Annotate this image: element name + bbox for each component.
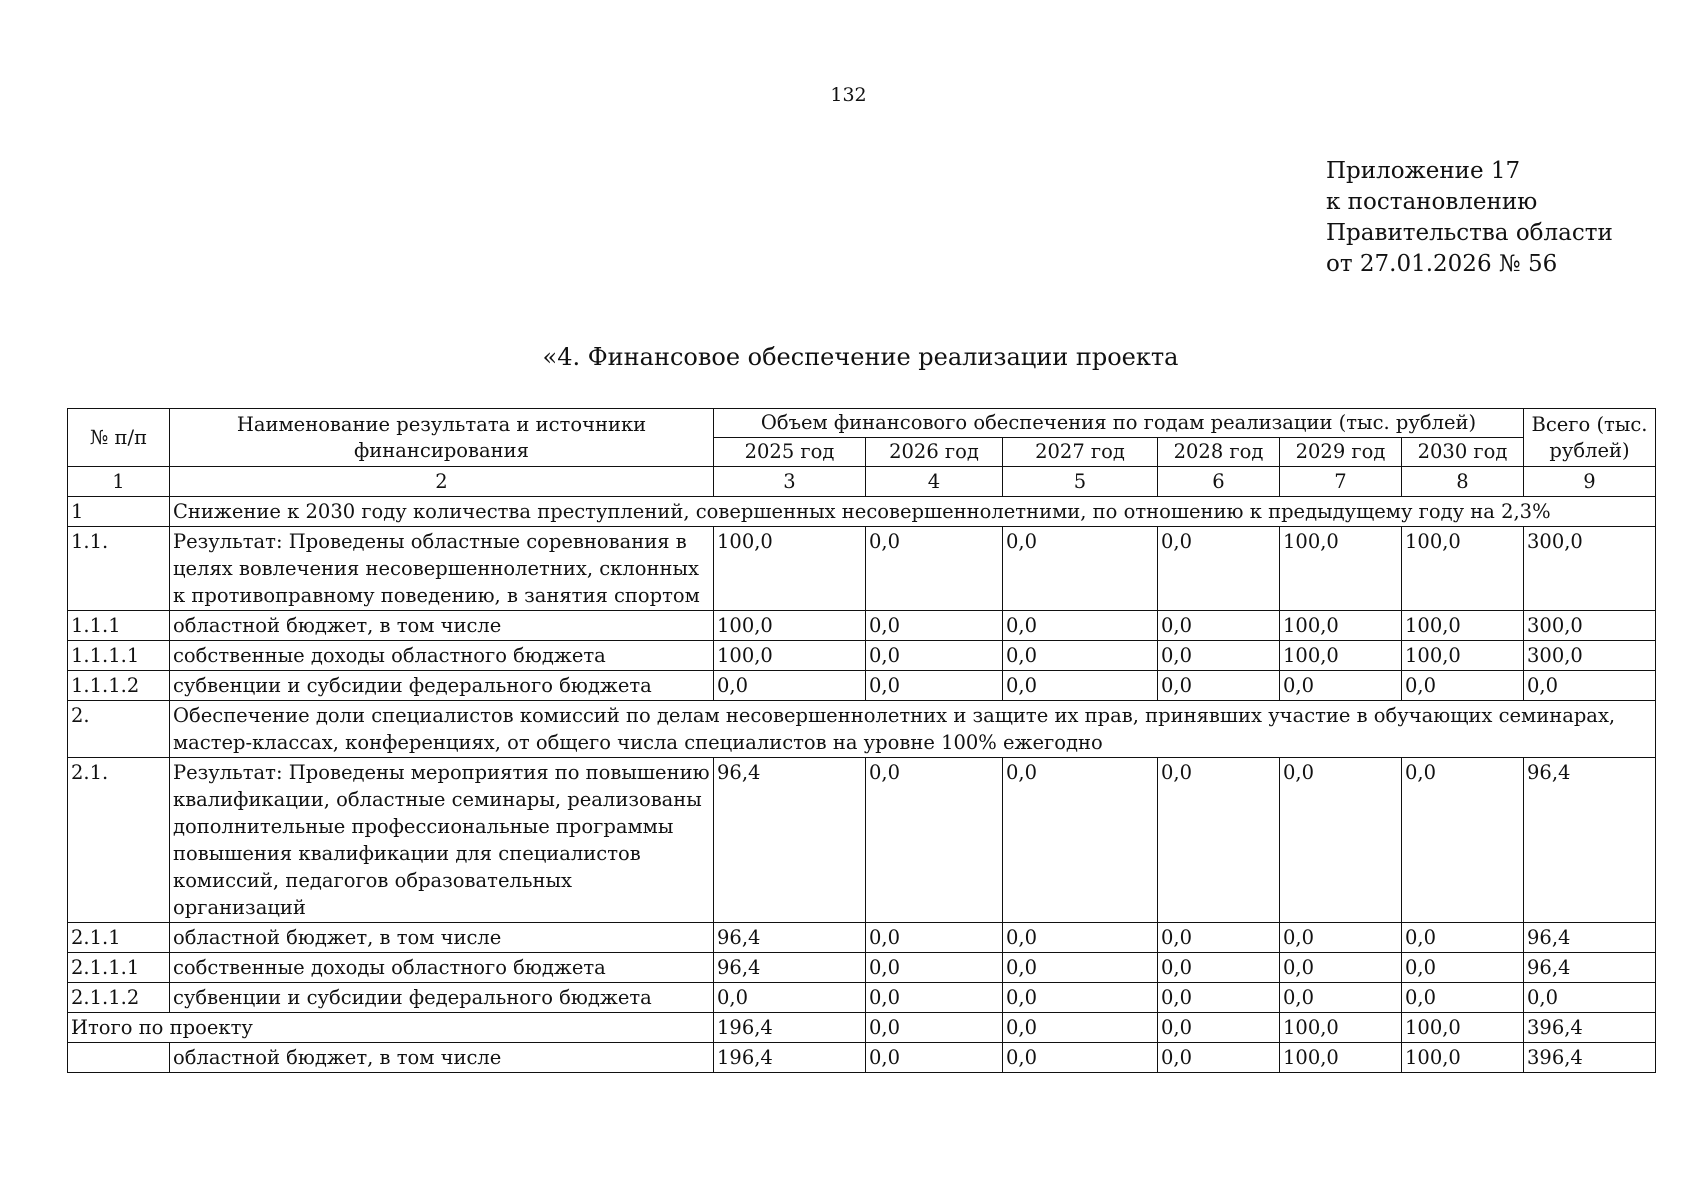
value-cell: 100,0 <box>1402 1013 1524 1043</box>
value-cell: 0,0 <box>1003 983 1158 1013</box>
value-cell: 0,0 <box>1280 671 1402 701</box>
table-row <box>68 641 1656 671</box>
row-name: Результат: Проведены мероприятия по повышению квалификации, областные семинары, реализованы дополнительные профессиональные программы повышения квалификации для специалистов комиссий, педагогов образовательных организаций <box>170 758 714 923</box>
value-cell: 0,0 <box>866 758 1003 923</box>
header-year: 2030 год <box>1402 438 1524 467</box>
value-cell: 100,0 <box>1280 611 1402 641</box>
value-cell: 0,0 <box>1280 953 1402 983</box>
row-num: 2.1.1.1 <box>68 953 170 983</box>
project-total-row <box>68 1013 1656 1043</box>
table-row <box>68 983 1656 1013</box>
row-name: субвенции и субсидии федерального бюджета <box>170 983 714 1013</box>
row-name: собственные доходы областного бюджета <box>170 641 714 671</box>
appendix-line: Правительства области <box>1326 220 1613 246</box>
value-cell: 0,0 <box>1158 983 1280 1013</box>
header-total: Всего (тыс. рублей) <box>1524 409 1656 467</box>
row-name: областной бюджет, в том числе <box>170 1043 714 1073</box>
table-row <box>68 923 1656 953</box>
column-number: 4 <box>866 467 1003 497</box>
value-cell: 0,0 <box>1402 953 1524 983</box>
value-cell: 0,0 <box>1003 953 1158 983</box>
section-title: Снижение к 2030 году количества преступлений, совершенных несовершеннолетними, по отношению к предыдущему году на 2,3% <box>170 497 1656 527</box>
row-name: субвенции и субсидии федерального бюджета <box>170 671 714 701</box>
table-row <box>68 671 1656 701</box>
section-num: 2. <box>68 701 170 758</box>
value-cell: 0,0 <box>866 1013 1003 1043</box>
header-volume: Объем финансового обеспечения по годам реализации (тыс. рублей) <box>714 409 1524 438</box>
section-row <box>68 701 1656 758</box>
value-cell: 100,0 <box>1280 641 1402 671</box>
row-num <box>68 1043 170 1073</box>
column-number: 5 <box>1003 467 1158 497</box>
total-cell: 0,0 <box>1524 983 1656 1013</box>
section-title: Обеспечение доли специалистов комиссий по делам несовершеннолетних и защите их прав, принявших участие в обучающих семинарах, мастер-классах, конференциях, от общего числа специалистов на уровне 100% ежегодно <box>170 701 1656 758</box>
value-cell: 100,0 <box>714 527 866 611</box>
column-number: 6 <box>1158 467 1280 497</box>
row-num: 1.1.1.1 <box>68 641 170 671</box>
value-cell: 0,0 <box>1003 923 1158 953</box>
table-row <box>68 758 1656 923</box>
column-number-row <box>68 467 1656 497</box>
row-num: 2.1.1 <box>68 923 170 953</box>
value-cell: 100,0 <box>1280 1013 1402 1043</box>
value-cell: 0,0 <box>1003 758 1158 923</box>
value-cell: 0,0 <box>1158 611 1280 641</box>
value-cell: 0,0 <box>1280 758 1402 923</box>
value-cell: 0,0 <box>1003 671 1158 701</box>
value-cell: 100,0 <box>1402 641 1524 671</box>
section-row <box>68 497 1656 527</box>
value-cell: 0,0 <box>1003 641 1158 671</box>
appendix-line: от 27.01.2026 № 56 <box>1326 251 1558 277</box>
total-cell: 96,4 <box>1524 923 1656 953</box>
total-cell: 396,4 <box>1524 1013 1656 1043</box>
value-cell: 100,0 <box>1402 1043 1524 1073</box>
value-cell: 0,0 <box>1003 611 1158 641</box>
value-cell: 100,0 <box>1402 611 1524 641</box>
column-number: 1 <box>68 467 170 497</box>
document-title: «4. Финансовое обеспечение реализации проекта <box>542 343 1179 371</box>
value-cell: 0,0 <box>1280 923 1402 953</box>
total-cell: 300,0 <box>1524 611 1656 641</box>
column-number: 9 <box>1524 467 1656 497</box>
row-name: собственные доходы областного бюджета <box>170 953 714 983</box>
total-cell: 300,0 <box>1524 527 1656 611</box>
header-year: 2028 год <box>1158 438 1280 467</box>
total-cell: 96,4 <box>1524 758 1656 923</box>
column-number: 3 <box>714 467 866 497</box>
value-cell: 0,0 <box>1158 923 1280 953</box>
value-cell: 0,0 <box>1003 527 1158 611</box>
appendix-block <box>1326 156 1613 280</box>
value-cell: 196,4 <box>714 1043 866 1073</box>
total-cell: 96,4 <box>1524 953 1656 983</box>
header-year: 2025 год <box>714 438 866 467</box>
value-cell: 0,0 <box>866 923 1003 953</box>
row-name: Результат: Проведены областные соревнования в целях вовлечения несовершеннолетних, склонных к противоправному поведению, в занятия спортом <box>170 527 714 611</box>
value-cell: 0,0 <box>1158 758 1280 923</box>
value-cell: 0,0 <box>714 671 866 701</box>
value-cell: 0,0 <box>1158 1043 1280 1073</box>
column-number: 7 <box>1280 467 1402 497</box>
value-cell: 0,0 <box>1158 1013 1280 1043</box>
total-cell: 396,4 <box>1524 1043 1656 1073</box>
value-cell: 0,0 <box>1280 983 1402 1013</box>
table-header-row <box>68 409 1656 438</box>
table-row <box>68 953 1656 983</box>
value-cell: 0,0 <box>866 611 1003 641</box>
table-row <box>68 527 1656 611</box>
row-num: 2.1. <box>68 758 170 923</box>
value-cell: 0,0 <box>1402 923 1524 953</box>
value-cell: 0,0 <box>1402 671 1524 701</box>
value-cell: 196,4 <box>714 1013 866 1043</box>
row-num: 1.1. <box>68 527 170 611</box>
header-num: № п/п <box>68 409 170 467</box>
header-name: Наименование результата и источники финансирования <box>170 409 714 467</box>
header-year: 2026 год <box>866 438 1003 467</box>
value-cell: 0,0 <box>1003 1043 1158 1073</box>
value-cell: 0,0 <box>1158 671 1280 701</box>
project-total-budget-row <box>68 1043 1656 1073</box>
project-total-label: Итого по проекту <box>68 1013 714 1043</box>
value-cell: 0,0 <box>866 953 1003 983</box>
financing-table <box>67 408 1656 1073</box>
value-cell: 0,0 <box>866 527 1003 611</box>
value-cell: 0,0 <box>1003 1013 1158 1043</box>
total-cell: 0,0 <box>1524 671 1656 701</box>
page-number: 132 <box>830 84 867 106</box>
header-year: 2029 год <box>1280 438 1402 467</box>
row-name: областной бюджет, в том числе <box>170 923 714 953</box>
appendix-line: к постановлению <box>1326 189 1538 215</box>
value-cell: 100,0 <box>1280 527 1402 611</box>
value-cell: 0,0 <box>1158 641 1280 671</box>
value-cell: 100,0 <box>714 611 866 641</box>
section-num: 1 <box>68 497 170 527</box>
value-cell: 0,0 <box>1158 953 1280 983</box>
value-cell: 0,0 <box>866 1043 1003 1073</box>
value-cell: 100,0 <box>714 641 866 671</box>
row-num: 2.1.1.2 <box>68 983 170 1013</box>
value-cell: 0,0 <box>866 641 1003 671</box>
value-cell: 100,0 <box>1280 1043 1402 1073</box>
appendix-line: Приложение 17 <box>1326 158 1521 184</box>
table-row <box>68 611 1656 641</box>
value-cell: 0,0 <box>714 983 866 1013</box>
row-num: 1.1.1.2 <box>68 671 170 701</box>
value-cell: 0,0 <box>1402 983 1524 1013</box>
value-cell: 0,0 <box>1402 758 1524 923</box>
row-num: 1.1.1 <box>68 611 170 641</box>
value-cell: 96,4 <box>714 953 866 983</box>
row-name: областной бюджет, в том числе <box>170 611 714 641</box>
column-number: 8 <box>1402 467 1524 497</box>
value-cell: 0,0 <box>1158 527 1280 611</box>
value-cell: 0,0 <box>866 983 1003 1013</box>
value-cell: 96,4 <box>714 923 866 953</box>
column-number: 2 <box>170 467 714 497</box>
total-cell: 300,0 <box>1524 641 1656 671</box>
value-cell: 96,4 <box>714 758 866 923</box>
header-year: 2027 год <box>1003 438 1158 467</box>
value-cell: 0,0 <box>866 671 1003 701</box>
value-cell: 100,0 <box>1402 527 1524 611</box>
